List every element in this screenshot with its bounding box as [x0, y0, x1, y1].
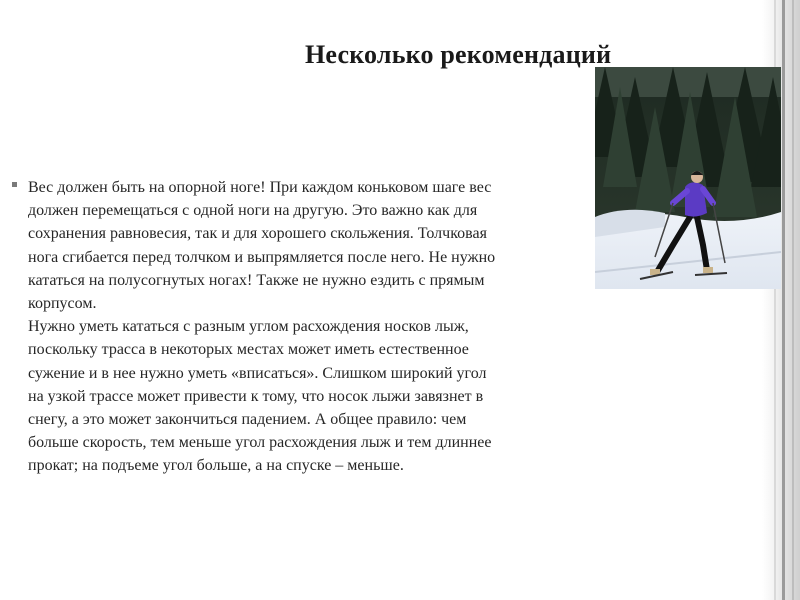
page-title: Несколько рекомендаций — [305, 40, 612, 69]
text-line: больше скорость, тем меньше угол расхождения лыж и тем длиннее — [28, 434, 492, 452]
text-line: сохранения равновесия, так и для хорошего скольжения. Толчковая — [28, 225, 487, 243]
text-line: сужение и в нее нужно уметь «вписаться». Слишком широкий угол — [28, 364, 487, 382]
text-line: нога сгибается перед толчком и выпрямляется после него. Не нужно — [28, 248, 496, 266]
text-line: должен перемещаться с одной ноги на другую. Это важно как для — [28, 202, 478, 220]
text-line: на узкой трассе может привести к тому, что носок лыжи завязнет в — [28, 387, 484, 405]
body-text — [12, 176, 612, 478]
text-line: Вес должен быть на опорной ноге! При каждом коньковом шаге вес — [28, 179, 492, 196]
text-line: поскольку трасса в некоторых местах может иметь естественное — [28, 341, 469, 359]
paragraph-2 — [12, 315, 612, 477]
skier-photo — [595, 67, 781, 289]
edge-line — [792, 0, 794, 600]
text-line: снегу, а это может закончиться падением. А общее правило: чем — [28, 411, 467, 429]
text-line: кататься на полусогнутых ногах! Также не нужно ездить с прямым — [28, 271, 485, 289]
text-line: корпусом. — [28, 295, 97, 313]
text-line: Нужно уметь кататься с разным углом расхождения носков лыж, — [28, 318, 469, 336]
paragraph-1 — [12, 176, 612, 315]
text-line: прокат; на подъеме угол больше, а на спуске – меньше. — [28, 457, 404, 475]
edge-line — [782, 0, 785, 600]
bullet-icon — [12, 182, 17, 187]
